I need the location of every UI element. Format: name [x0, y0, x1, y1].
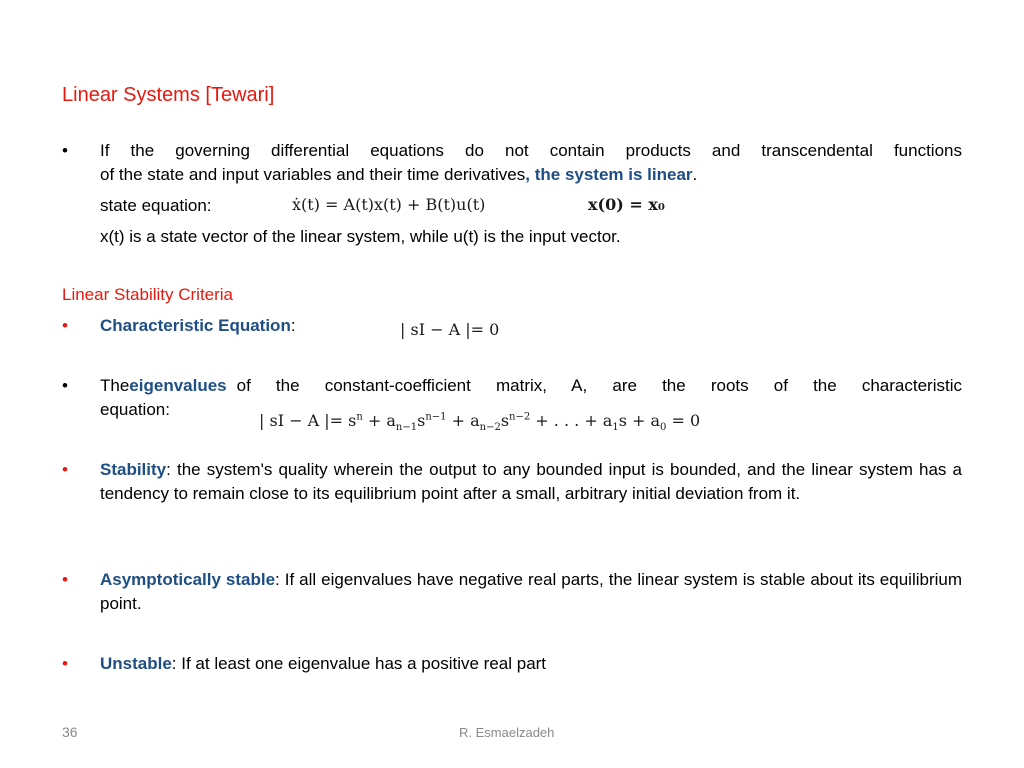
eigenvalues-term: eigenvalues — [129, 376, 227, 395]
eigenvalues-prefix: The — [100, 376, 130, 395]
asymptotic-stability-definition — [100, 568, 962, 616]
characteristic-polynomial-formula: | sI − A |= $s^n + a_{n-1}s^{n-1} + a_{n-2}s^{n-2}$ + . . . + $a_1s + a_0 = 0$ — [259, 411, 701, 434]
bullet-marker: • — [62, 460, 68, 479]
eigenvalues-suffix: of the constant-coefficient matrix, A, are the roots of the characteristic — [236, 376, 962, 395]
state-vector-note: x(t) is a state vector of the linear system, while u(t) is the input vector. — [100, 227, 621, 246]
stability-definition — [100, 458, 962, 506]
eigenvalues-line1 — [100, 374, 962, 398]
linear-definition-text: of the state and input variables and their time derivatives — [100, 165, 526, 184]
stability-criteria-heading: Linear Stability Criteria — [62, 285, 234, 304]
characteristic-equation-formula: | sI − A |= 0 — [400, 320, 500, 339]
unstable-definition — [100, 652, 546, 676]
characteristic-equation-colon: : — [290, 316, 296, 335]
slide-title: Linear Systems [Tewari] — [62, 84, 275, 106]
bullet-marker: • — [62, 570, 68, 589]
bullet-marker: • — [62, 654, 68, 673]
stability-term: Stability — [100, 460, 167, 479]
initial-condition-formula: x(0) = x₀ — [588, 195, 665, 214]
unstable-term: Unstable — [100, 654, 172, 673]
characteristic-polynomial-lhs: | sI − A |= s — [259, 411, 357, 430]
bullet-marker: • — [62, 376, 68, 395]
state-equation-label: state equation: — [100, 196, 212, 215]
page-number: 36 — [62, 724, 78, 740]
characteristic-equation-line — [100, 314, 296, 338]
state-equation-formula: ẋ(t) = A(t)x(t) + B(t)u(t) — [292, 195, 486, 214]
footer-author: R. Esmaelzadeh — [459, 725, 555, 740]
linear-definition-period: . — [692, 165, 698, 184]
bullet-marker: • — [62, 316, 68, 335]
unstable-text: : If at least one eigenvalue has a positive real part — [171, 654, 547, 673]
stability-text: : the system's quality wherein the output to any bounded input is bounded, and the linear system has a tendency to remain close to its equilibrium point after a small, arbitrary initial deviation from it. — [100, 460, 962, 503]
characteristic-equation-term: Characteristic Equation — [100, 316, 291, 335]
asymptotically-stable-text: : If all eigenvalues have negative real parts, the linear system is stable about its equilibrium point. — [100, 570, 963, 613]
eigenvalues-line2: equation: — [100, 400, 170, 419]
linear-definition-line1: If the governing differential equations do not contain products and transcendental functions — [100, 141, 962, 160]
linear-emphasis: the system is linear — [534, 165, 693, 184]
linear-definition-line2 — [100, 163, 697, 187]
bullet-marker: • — [62, 141, 68, 160]
asymptotically-stable-term: Asymptotically stable — [100, 570, 276, 589]
linear-definition-comma: , — [525, 165, 530, 184]
